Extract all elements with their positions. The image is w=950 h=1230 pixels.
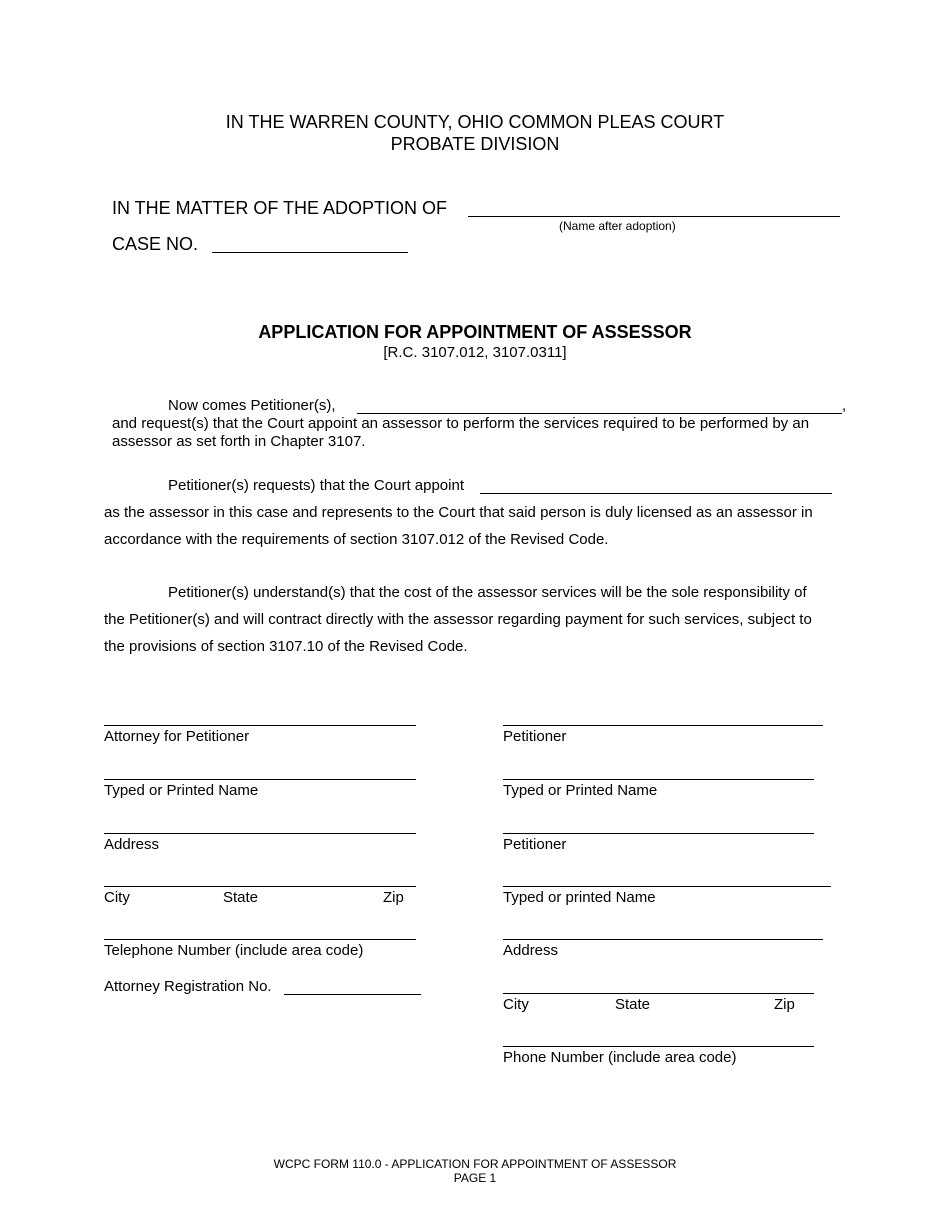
p3-line2: the Petitioner(s) and will contract directly with the assessor regarding payment for such services, subject to (104, 611, 812, 628)
attorney-address-line[interactable] (104, 833, 416, 834)
case-number-label: CASE NO. (112, 234, 199, 254)
attorney-zip-label: Zip (383, 889, 404, 906)
division-name: PROBATE DIVISION (390, 134, 560, 154)
p2-line3: accordance with the requirements of section 3107.012 of the Revised Code. (104, 531, 609, 548)
petitioner-address-line[interactable] (503, 939, 823, 940)
matter-label: IN THE MATTER OF THE ADOPTION OF (112, 198, 448, 218)
petitioner-names-field[interactable] (357, 413, 842, 414)
document-title: APPLICATION FOR APPOINTMENT OF ASSESSOR (258, 322, 692, 342)
p1-line2: and request(s) that the Court appoint an assessor to perform the services required to be performed by an (112, 415, 810, 432)
petitioner2-typed-name-label: Typed or printed Name (503, 889, 656, 906)
p2-line2: as the assessor in this case and represents to the Court that said person is duly licensed as an assessor in (104, 504, 813, 521)
petitioner-address-label: Address (503, 942, 559, 959)
adoptee-name-field[interactable] (468, 216, 840, 217)
attorney-city-state-zip-line[interactable] (104, 886, 416, 887)
petitioner1-label: Petitioner (503, 728, 567, 745)
attorney-typed-name-label: Typed or Printed Name (104, 782, 259, 799)
petitioner-zip-label: Zip (774, 996, 795, 1013)
p1-comma: , (842, 397, 847, 414)
petitioner1-signature-line[interactable] (503, 725, 823, 726)
petitioner-phone-line[interactable] (503, 1046, 814, 1047)
attorney-telephone-line[interactable] (104, 939, 416, 940)
footer-page-number: PAGE 1 (453, 1171, 497, 1185)
attorney-label: Attorney for Petitioner (104, 728, 250, 745)
attorney-typed-name-line[interactable] (104, 779, 416, 780)
petitioner2-typed-name-line[interactable] (503, 886, 831, 887)
statute-reference: [R.C. 3107.012, 3107.0311] (383, 344, 567, 361)
case-number-field[interactable] (212, 252, 408, 253)
p1-start: Now comes Petitioner(s), (168, 397, 336, 414)
petitioner2-signature-line[interactable] (503, 833, 814, 834)
assessor-name-field[interactable] (480, 493, 832, 494)
attorney-state-label: State (223, 889, 259, 906)
court-name: IN THE WARREN COUNTY, OHIO COMMON PLEAS COURT (225, 112, 725, 132)
name-hint: (Name after adoption) (559, 219, 676, 233)
footer-form-id: WCPC FORM 110.0 - APPLICATION FOR APPOINTMENT OF ASSESSOR (273, 1157, 677, 1171)
p3-line1: Petitioner(s) understand(s) that the cost of the assessor services will be the sole responsibility of (168, 584, 807, 601)
attorney-address-label: Address (104, 836, 160, 853)
attorney-registration-label: Attorney Registration No. (104, 978, 272, 995)
petitioner-city-state-zip-line[interactable] (503, 993, 814, 994)
p2-start: Petitioner(s) requests) that the Court appoint (168, 477, 464, 494)
petitioner-phone-label: Phone Number (include area code) (503, 1049, 737, 1066)
attorney-registration-field[interactable] (284, 994, 421, 995)
attorney-city-label: City (104, 889, 130, 906)
petitioner1-typed-name-label: Typed or Printed Name (503, 782, 658, 799)
attorney-telephone-label: Telephone Number (include area code) (104, 942, 364, 959)
attorney-signature-line[interactable] (104, 725, 416, 726)
petitioner-state-label: State (615, 996, 651, 1013)
p3-line3: the provisions of section 3107.10 of the Revised Code. (104, 638, 468, 655)
petitioner-city-label: City (503, 996, 529, 1013)
petitioner2-label: Petitioner (503, 836, 567, 853)
p1-line3: assessor as set forth in Chapter 3107. (112, 433, 366, 450)
petitioner1-typed-name-line[interactable] (503, 779, 814, 780)
